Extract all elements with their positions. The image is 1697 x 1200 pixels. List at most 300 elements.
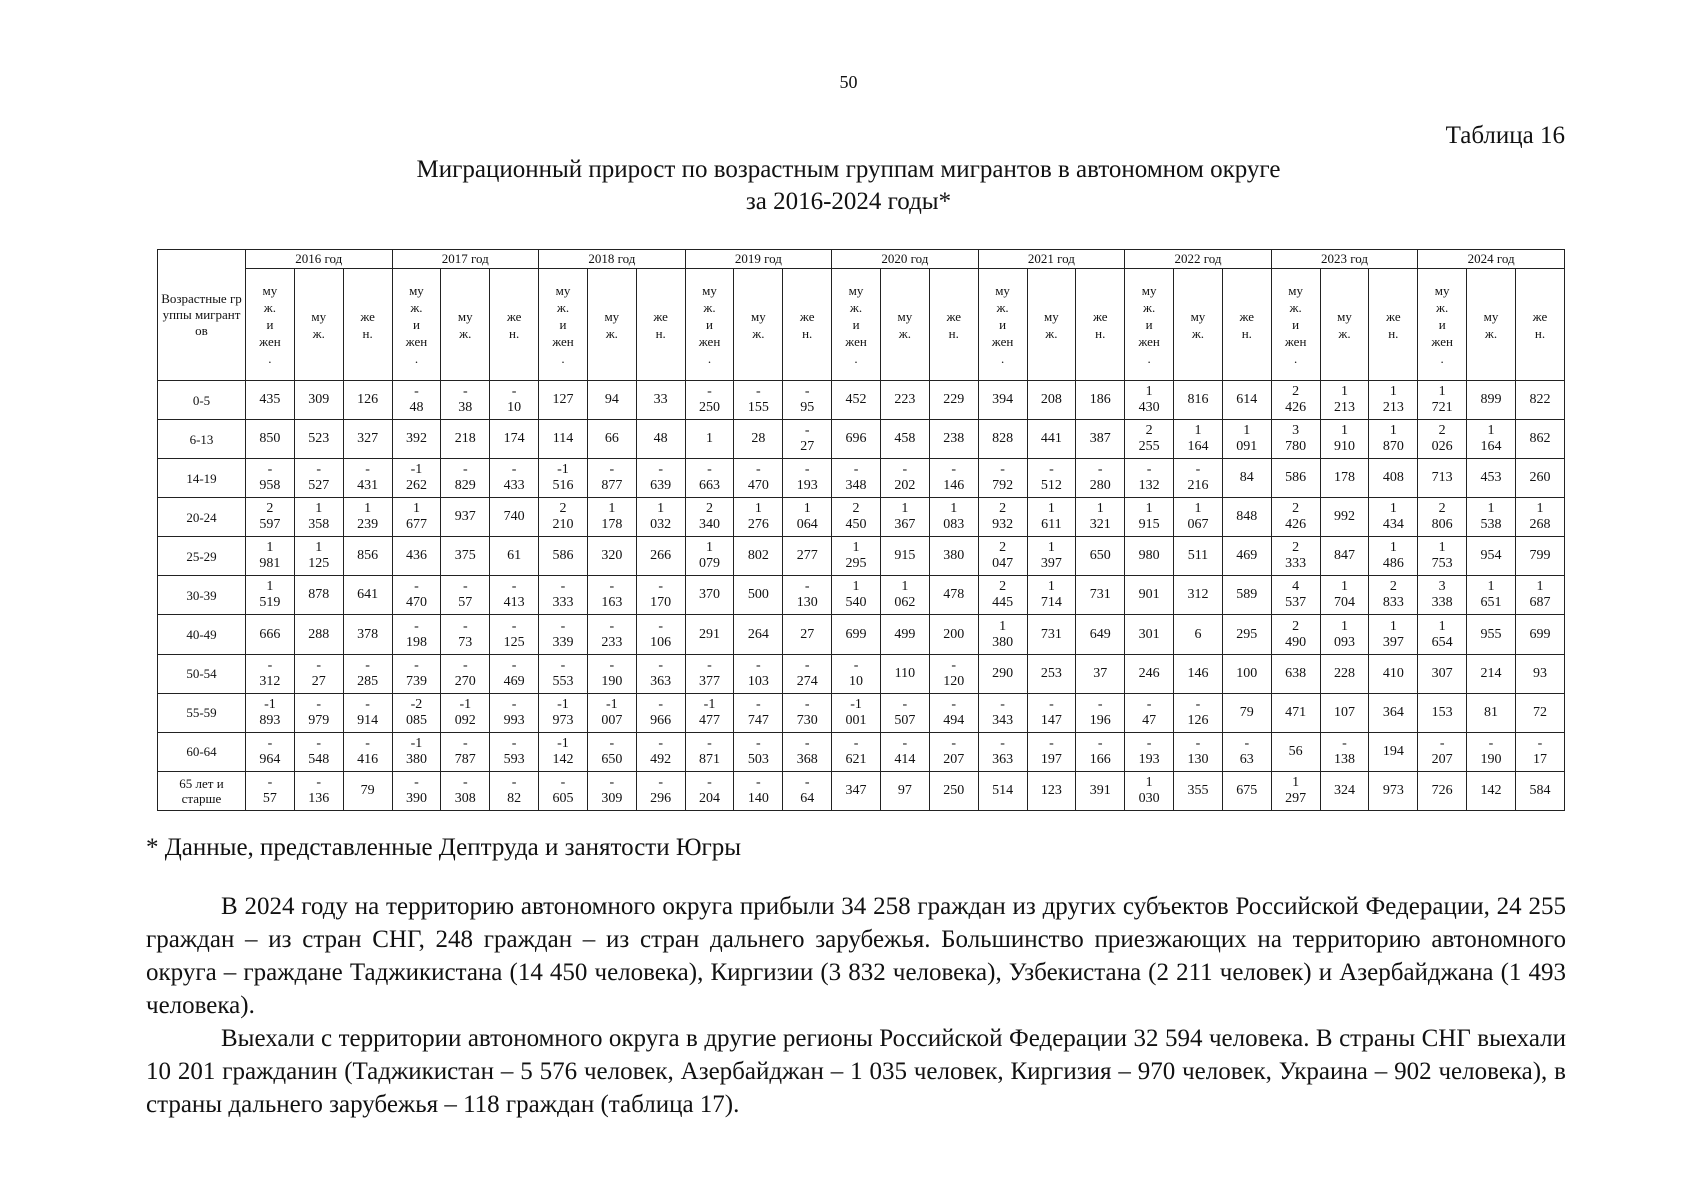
age-group-cell: 50-54 <box>158 654 246 693</box>
sex-subheader: же н. <box>1515 269 1564 381</box>
value-cell: 33 <box>636 381 685 420</box>
value-cell: 223 <box>880 381 929 420</box>
value-cell: - 57 <box>246 771 295 810</box>
value-cell: - 792 <box>978 459 1027 498</box>
value-cell: 584 <box>1515 771 1564 810</box>
value-cell: 992 <box>1320 498 1369 537</box>
value-cell: 586 <box>539 537 588 576</box>
value-cell: 436 <box>392 537 441 576</box>
value-cell: - 190 <box>587 654 636 693</box>
value-cell: -1 007 <box>587 693 636 732</box>
value-cell: 277 <box>783 537 832 576</box>
value-cell: 307 <box>1418 654 1467 693</box>
value-cell: 320 <box>587 537 636 576</box>
value-cell: - 312 <box>246 654 295 693</box>
value-cell: - 106 <box>636 615 685 654</box>
age-group-cell: 30-39 <box>158 576 246 615</box>
value-cell: 375 <box>441 537 490 576</box>
value-cell: - 166 <box>1076 732 1125 771</box>
value-cell: - 348 <box>832 459 881 498</box>
value-cell: - 503 <box>734 732 783 771</box>
value-cell: 1 125 <box>294 537 343 576</box>
value-cell: 726 <box>1418 771 1467 810</box>
value-cell: 1 519 <box>246 576 295 615</box>
value-cell: 731 <box>1076 576 1125 615</box>
value-cell: 666 <box>246 615 295 654</box>
sex-subheader: му ж. и жен . <box>832 269 881 381</box>
value-cell: - 198 <box>392 615 441 654</box>
sex-subheader: му ж. и жен . <box>539 269 588 381</box>
sex-subheader: же н. <box>783 269 832 381</box>
migration-table <box>157 249 1565 811</box>
value-cell: 1 213 <box>1369 381 1418 420</box>
value-cell: 48 <box>636 420 685 459</box>
value-cell: 1 654 <box>1418 615 1467 654</box>
footnote: * Данные, представленные Дептруда и занятости Югры <box>146 834 742 861</box>
value-cell: 850 <box>246 420 295 459</box>
age-group-cell: 20-24 <box>158 498 246 537</box>
year-header: 2023 год <box>1271 250 1418 269</box>
value-cell: - 10 <box>832 654 881 693</box>
value-cell: - 274 <box>783 654 832 693</box>
value-cell: - 132 <box>1125 459 1174 498</box>
value-cell: - 787 <box>441 732 490 771</box>
value-cell: 500 <box>734 576 783 615</box>
value-cell: - 204 <box>685 771 734 810</box>
value-cell: 107 <box>1320 693 1369 732</box>
value-cell: 1 213 <box>1320 381 1369 420</box>
value-cell: - 871 <box>685 732 734 771</box>
value-cell: 1 367 <box>880 498 929 537</box>
table-row <box>158 459 1565 498</box>
sex-subheader: же н. <box>1369 269 1418 381</box>
value-cell: 364 <box>1369 693 1418 732</box>
value-cell: - 964 <box>246 732 295 771</box>
value-cell: -1 477 <box>685 693 734 732</box>
value-cell: 72 <box>1515 693 1564 732</box>
value-cell: 97 <box>880 771 929 810</box>
value-cell: 901 <box>1125 576 1174 615</box>
value-cell: - 527 <box>294 459 343 498</box>
value-cell: 2 932 <box>978 498 1027 537</box>
sex-subheader: му ж. <box>1320 269 1369 381</box>
value-cell: 2 597 <box>246 498 295 537</box>
value-cell: 469 <box>1222 537 1271 576</box>
sex-subheader: му ж. <box>1027 269 1076 381</box>
value-cell: 848 <box>1222 498 1271 537</box>
value-cell: 586 <box>1271 459 1320 498</box>
value-cell: 290 <box>978 654 1027 693</box>
value-cell: 186 <box>1076 381 1125 420</box>
value-cell: - 126 <box>1174 693 1223 732</box>
table-row <box>158 420 1565 459</box>
age-group-cell: 25-29 <box>158 537 246 576</box>
value-cell: 1 915 <box>1125 498 1174 537</box>
value-cell: - 285 <box>343 654 392 693</box>
value-cell: 675 <box>1222 771 1271 810</box>
value-cell: 1 651 <box>1467 576 1516 615</box>
value-cell: 1 321 <box>1076 498 1125 537</box>
value-cell: 650 <box>1076 537 1125 576</box>
value-cell: - 877 <box>587 459 636 498</box>
value-cell: - 747 <box>734 693 783 732</box>
value-cell: 370 <box>685 576 734 615</box>
value-cell: - 739 <box>392 654 441 693</box>
value-cell: 100 <box>1222 654 1271 693</box>
sex-subheader: му ж. <box>587 269 636 381</box>
value-cell: - 10 <box>490 381 539 420</box>
value-cell: 37 <box>1076 654 1125 693</box>
value-cell: 2 426 <box>1271 381 1320 420</box>
value-cell: - 339 <box>539 615 588 654</box>
value-cell: - 296 <box>636 771 685 810</box>
value-cell: - 207 <box>929 732 978 771</box>
value-cell: - 553 <box>539 654 588 693</box>
value-cell: - 270 <box>441 654 490 693</box>
value-cell: 123 <box>1027 771 1076 810</box>
value-cell: - 416 <box>343 732 392 771</box>
table-row <box>158 654 1565 693</box>
value-cell: 1 164 <box>1174 420 1223 459</box>
value-cell: 84 <box>1222 459 1271 498</box>
sex-subheader: му ж. и жен . <box>978 269 1027 381</box>
value-cell: - 136 <box>294 771 343 810</box>
value-cell: 1 064 <box>783 498 832 537</box>
value-cell: 194 <box>1369 732 1418 771</box>
value-cell: - 413 <box>490 576 539 615</box>
value-cell: 1 870 <box>1369 420 1418 459</box>
value-cell: - 155 <box>734 381 783 420</box>
value-cell: - 507 <box>880 693 929 732</box>
value-cell: - 605 <box>539 771 588 810</box>
value-cell: 246 <box>1125 654 1174 693</box>
sex-subheader: же н. <box>1222 269 1271 381</box>
table-row <box>158 732 1565 771</box>
value-cell: 309 <box>294 381 343 420</box>
value-cell: 110 <box>880 654 929 693</box>
value-cell: 2 426 <box>1271 498 1320 537</box>
sex-subheader: му ж. <box>734 269 783 381</box>
value-cell: 2 833 <box>1369 576 1418 615</box>
value-cell: 1 611 <box>1027 498 1076 537</box>
value-cell: 641 <box>343 576 392 615</box>
value-cell: 1 397 <box>1027 537 1076 576</box>
value-cell: 153 <box>1418 693 1467 732</box>
value-cell: - 433 <box>490 459 539 498</box>
value-cell: 392 <box>392 420 441 459</box>
value-cell: 66 <box>587 420 636 459</box>
value-cell: 228 <box>1320 654 1369 693</box>
value-cell: 260 <box>1515 459 1564 498</box>
sex-subheader: же н. <box>636 269 685 381</box>
value-cell: - 147 <box>1027 693 1076 732</box>
table-row <box>158 537 1565 576</box>
value-cell: 380 <box>929 537 978 576</box>
table-row <box>158 771 1565 810</box>
value-cell: 1 297 <box>1271 771 1320 810</box>
value-cell: 649 <box>1076 615 1125 654</box>
value-cell: 79 <box>343 771 392 810</box>
value-cell: - 548 <box>294 732 343 771</box>
value-cell: 523 <box>294 420 343 459</box>
value-cell: - 308 <box>441 771 490 810</box>
table-row <box>158 615 1565 654</box>
value-cell: - 363 <box>978 732 1027 771</box>
value-cell: -1 893 <box>246 693 295 732</box>
value-cell: - 27 <box>783 420 832 459</box>
value-cell: 1 358 <box>294 498 343 537</box>
value-cell: 1 239 <box>343 498 392 537</box>
value-cell: 478 <box>929 576 978 615</box>
value-cell: - 494 <box>929 693 978 732</box>
value-cell: 408 <box>1369 459 1418 498</box>
value-cell: 1 981 <box>246 537 295 576</box>
table-body <box>158 381 1565 811</box>
value-cell: - 17 <box>1515 732 1564 771</box>
value-cell: 3 780 <box>1271 420 1320 459</box>
value-cell: 94 <box>587 381 636 420</box>
value-cell: 2 806 <box>1418 498 1467 537</box>
value-cell: - 390 <box>392 771 441 810</box>
value-cell: 1 083 <box>929 498 978 537</box>
table-row <box>158 693 1565 732</box>
value-cell: 288 <box>294 615 343 654</box>
value-cell: 1 704 <box>1320 576 1369 615</box>
value-cell: - 190 <box>1467 732 1516 771</box>
value-cell: 178 <box>1320 459 1369 498</box>
age-group-cell: 55-59 <box>158 693 246 732</box>
sex-subheader: же н. <box>929 269 978 381</box>
value-cell: - 163 <box>587 576 636 615</box>
value-cell: 391 <box>1076 771 1125 810</box>
value-cell: 862 <box>1515 420 1564 459</box>
value-cell: -1 142 <box>539 732 588 771</box>
value-cell: 127 <box>539 381 588 420</box>
age-group-cell: 60-64 <box>158 732 246 771</box>
value-cell: 229 <box>929 381 978 420</box>
value-cell: 93 <box>1515 654 1564 693</box>
value-cell: 1 164 <box>1467 420 1516 459</box>
value-cell: 253 <box>1027 654 1076 693</box>
value-cell: 1 538 <box>1467 498 1516 537</box>
value-cell: - 27 <box>294 654 343 693</box>
value-cell: 2 026 <box>1418 420 1467 459</box>
value-cell: 614 <box>1222 381 1271 420</box>
age-group-cell: 40-49 <box>158 615 246 654</box>
sex-subheader: му ж. и жен . <box>685 269 734 381</box>
value-cell: 699 <box>1515 615 1564 654</box>
value-cell: 81 <box>1467 693 1516 732</box>
age-group-cell: 14-19 <box>158 459 246 498</box>
age-group-cell: 0-5 <box>158 381 246 420</box>
value-cell: -1 001 <box>832 693 881 732</box>
value-cell: - 103 <box>734 654 783 693</box>
value-cell: 589 <box>1222 576 1271 615</box>
value-cell: 218 <box>441 420 490 459</box>
value-cell: 1 030 <box>1125 771 1174 810</box>
value-cell: 387 <box>1076 420 1125 459</box>
value-cell: 327 <box>343 420 392 459</box>
value-cell: - 593 <box>490 732 539 771</box>
value-cell: 2 450 <box>832 498 881 537</box>
value-cell: - 993 <box>490 693 539 732</box>
value-cell: 847 <box>1320 537 1369 576</box>
value-cell: 56 <box>1271 732 1320 771</box>
value-cell: - 82 <box>490 771 539 810</box>
year-header: 2020 год <box>832 250 979 269</box>
sex-subheader: му ж. <box>1467 269 1516 381</box>
value-cell: 146 <box>1174 654 1223 693</box>
value-cell: 1 079 <box>685 537 734 576</box>
value-cell: 1 714 <box>1027 576 1076 615</box>
sex-subheader: му ж. и жен . <box>1271 269 1320 381</box>
value-cell: 295 <box>1222 615 1271 654</box>
value-cell: - 250 <box>685 381 734 420</box>
value-cell: 511 <box>1174 537 1223 576</box>
value-cell: - 512 <box>1027 459 1076 498</box>
value-cell: - 914 <box>343 693 392 732</box>
value-cell: 1 <box>685 420 734 459</box>
value-cell: 1 677 <box>392 498 441 537</box>
value-cell: 899 <box>1467 381 1516 420</box>
age-group-header: Возрастные группы мигрантов <box>158 250 246 381</box>
value-cell: 878 <box>294 576 343 615</box>
value-cell: 1 091 <box>1222 420 1271 459</box>
year-header: 2018 год <box>539 250 686 269</box>
year-header: 2024 год <box>1418 250 1565 269</box>
value-cell: -1 380 <box>392 732 441 771</box>
value-cell: 822 <box>1515 381 1564 420</box>
value-cell: - 216 <box>1174 459 1223 498</box>
value-cell: 2 490 <box>1271 615 1320 654</box>
value-cell: 238 <box>929 420 978 459</box>
sex-subheader: же н. <box>490 269 539 381</box>
value-cell: 264 <box>734 615 783 654</box>
value-cell: 2 340 <box>685 498 734 537</box>
value-cell: - 650 <box>587 732 636 771</box>
value-cell: 410 <box>1369 654 1418 693</box>
value-cell: -1 973 <box>539 693 588 732</box>
value-cell: - 57 <box>441 576 490 615</box>
value-cell: 126 <box>343 381 392 420</box>
value-cell: 266 <box>636 537 685 576</box>
value-cell: - 492 <box>636 732 685 771</box>
table-row <box>158 576 1565 615</box>
title-line-1: Миграционный прирост по возрастным группам мигрантов в автономном округе <box>416 156 1281 183</box>
value-cell: - 146 <box>929 459 978 498</box>
value-cell: 114 <box>539 420 588 459</box>
table-row <box>158 381 1565 420</box>
value-cell: 1 062 <box>880 576 929 615</box>
value-cell: 2 047 <box>978 537 1027 576</box>
value-cell: - 130 <box>783 576 832 615</box>
value-cell: 856 <box>343 537 392 576</box>
value-cell: 1 268 <box>1515 498 1564 537</box>
sex-subheader: же н. <box>1076 269 1125 381</box>
value-cell: - 193 <box>783 459 832 498</box>
value-cell: 79 <box>1222 693 1271 732</box>
value-cell: 816 <box>1174 381 1223 420</box>
value-cell: 937 <box>441 498 490 537</box>
value-cell: 973 <box>1369 771 1418 810</box>
value-cell: 250 <box>929 771 978 810</box>
value-cell: - 170 <box>636 576 685 615</box>
value-cell: 638 <box>1271 654 1320 693</box>
value-cell: 2 210 <box>539 498 588 537</box>
sex-subheader: му ж. и жен . <box>1125 269 1174 381</box>
value-cell: - 140 <box>734 771 783 810</box>
value-cell: 291 <box>685 615 734 654</box>
sex-subheader: му ж. <box>880 269 929 381</box>
paragraph-departures: Выехали с территории автономного округа в другие регионы Российской Федерации 32 594 человека. В страны СНГ выехали 10 201 гражданин (Таджикистан – 5 576 человек, Азербайджан – 1 035 человек, Киргизия – 970 человек, Украина – 902 человека), в страны дальнего зарубежья – 118 граждан (таблица 17). <box>146 1025 1566 1118</box>
value-cell: 2 445 <box>978 576 1027 615</box>
value-cell: 174 <box>490 420 539 459</box>
value-cell: - 368 <box>783 732 832 771</box>
value-cell: - 202 <box>880 459 929 498</box>
value-cell: 214 <box>1467 654 1516 693</box>
value-cell: 200 <box>929 615 978 654</box>
value-cell: -1 092 <box>441 693 490 732</box>
value-cell: 452 <box>832 381 881 420</box>
year-header: 2017 год <box>392 250 539 269</box>
value-cell: 1 397 <box>1369 615 1418 654</box>
value-cell: - 95 <box>783 381 832 420</box>
value-cell: 324 <box>1320 771 1369 810</box>
sex-header-row <box>158 269 1565 381</box>
age-group-cell: 6-13 <box>158 420 246 459</box>
value-cell: - 377 <box>685 654 734 693</box>
title-line-2: за 2016-2024 годы* <box>745 188 952 215</box>
value-cell: 696 <box>832 420 881 459</box>
value-cell: 208 <box>1027 381 1076 420</box>
value-cell: - 979 <box>294 693 343 732</box>
value-cell: - 130 <box>1174 732 1223 771</box>
value-cell: 458 <box>880 420 929 459</box>
value-cell: 1 032 <box>636 498 685 537</box>
value-cell: 802 <box>734 537 783 576</box>
value-cell: - 193 <box>1125 732 1174 771</box>
value-cell: - 363 <box>636 654 685 693</box>
value-cell: - 207 <box>1418 732 1467 771</box>
value-cell: 713 <box>1418 459 1467 498</box>
value-cell: 980 <box>1125 537 1174 576</box>
paragraph-arrivals: В 2024 году на территорию автономного округа прибыли 34 258 граждан из других субъектов Российской Федерации, 24 255 граждан – из стран СНГ, 248 граждан – из стран дальнего зарубежья. Большинство приезжающих на территорию автономного округа – граждане Таджикистана (14 450 человека), Киргизии (3 832 человека), Узбекистана (2 211 человек) и Азербайджана (1 493 человека). <box>146 893 1566 1019</box>
value-cell: 1 093 <box>1320 615 1369 654</box>
value-cell: 1 753 <box>1418 537 1467 576</box>
table-row <box>158 498 1565 537</box>
sex-subheader: же н. <box>343 269 392 381</box>
value-cell: - 431 <box>343 459 392 498</box>
value-cell: - 125 <box>490 615 539 654</box>
value-cell: - 280 <box>1076 459 1125 498</box>
value-cell: - 414 <box>880 732 929 771</box>
value-cell: - 621 <box>832 732 881 771</box>
value-cell: - 958 <box>246 459 295 498</box>
value-cell: - 469 <box>490 654 539 693</box>
value-cell: - 38 <box>441 381 490 420</box>
value-cell: - 470 <box>734 459 783 498</box>
value-cell: - 63 <box>1222 732 1271 771</box>
value-cell: 514 <box>978 771 1027 810</box>
value-cell: 699 <box>832 615 881 654</box>
value-cell: 1 430 <box>1125 381 1174 420</box>
sex-subheader: му ж. <box>294 269 343 381</box>
value-cell: - 309 <box>587 771 636 810</box>
value-cell: 355 <box>1174 771 1223 810</box>
value-cell: - 470 <box>392 576 441 615</box>
value-cell: -1 516 <box>539 459 588 498</box>
value-cell: 915 <box>880 537 929 576</box>
